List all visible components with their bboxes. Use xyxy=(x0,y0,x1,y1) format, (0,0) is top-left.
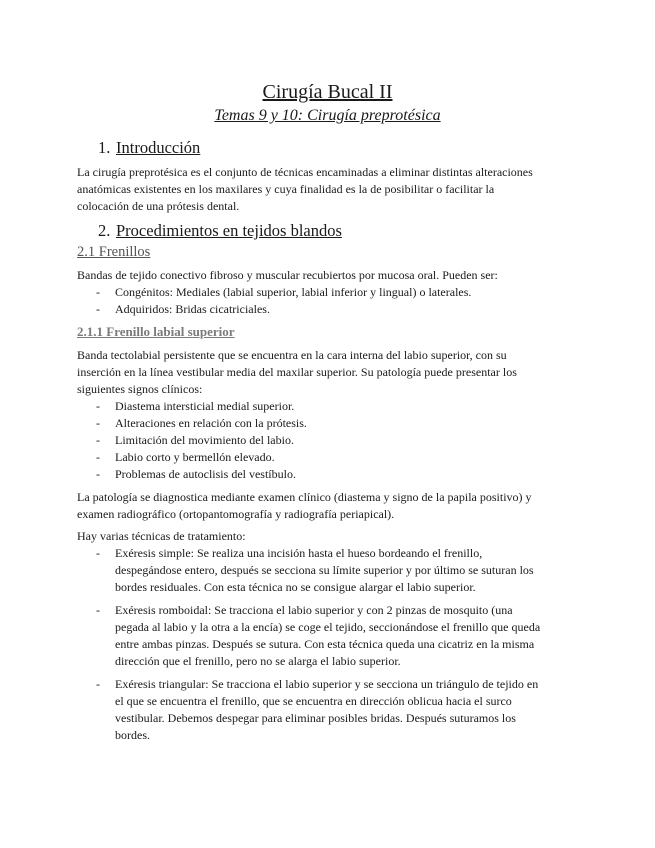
diagnosis-paragraph xyxy=(77,489,577,523)
list-item-line: despegándose entero, después se secciona su límite superior y por último se suturan los xyxy=(115,563,534,577)
list-item-line: bordes. xyxy=(115,728,150,742)
list-item-text: Diastema intersticial medial superior. xyxy=(115,399,295,413)
list-item-line: Exéresis simple: Se realiza una incisión hasta el hueso bordeando el frenillo, xyxy=(115,546,483,560)
subsection-frenillos-heading: 2.1 Frenillos xyxy=(77,244,151,260)
list-item-text: Problemas de autoclisis del vestíbulo. xyxy=(115,467,296,481)
list-item-line: Exéresis triangular: Se tracciona el labio superior y se secciona un triángulo de tejido en xyxy=(115,677,539,691)
paragraph-line: examen radiográfico (ortopantomografía y radiografía periapical). xyxy=(77,507,395,521)
list-item-line: vestibular. Debemos despegar para eliminar posibles bridas. Después suturamos los xyxy=(115,711,516,725)
list-item-line: entre ambas pinzas. Después se sutura. Con esta técnica queda una cicatriz en la misma xyxy=(115,637,535,651)
paragraph-line: Bandas de tejido conectivo fibroso y muscular recubiertos por mucosa oral. Pueden ser: xyxy=(77,268,498,282)
paragraph-line: colocación de una prótesis dental. xyxy=(77,199,240,213)
list-bullet: - xyxy=(96,433,100,447)
list-bullet: - xyxy=(96,677,100,691)
list-item-text xyxy=(115,545,534,596)
subsubsection-frenillo-labial-heading: 2.1.1 Frenillo labial superior xyxy=(77,324,235,339)
list-bullet: - xyxy=(96,302,100,316)
list-item-line: el que se encuentra el frenillo, que se encuentra en dirección oblicua hacia el surco xyxy=(115,694,512,708)
list-item-text xyxy=(115,676,538,744)
list-item-line: pegada al labio y la otra a la encía) se coge el tejido, seccionándose el frenillo que queda xyxy=(115,620,541,634)
list-bullet: - xyxy=(96,467,100,481)
list-bullet: - xyxy=(96,416,100,430)
techniques-intro xyxy=(77,528,577,545)
list-item-text: Limitación del movimiento del labio. xyxy=(115,433,294,447)
paragraph-line: inserción en la línea vestibular media del maxilar superior. Su patología puede presentar los xyxy=(77,365,517,379)
list-item-text xyxy=(115,602,540,670)
list-bullet: - xyxy=(96,546,100,560)
section-2-title: Procedimientos en tejidos blandos xyxy=(116,221,342,240)
section-2-number: 2. xyxy=(98,221,111,240)
intro-paragraph xyxy=(77,164,577,215)
paragraph-line: Banda tectolabial persistente que se encuentra en la cara interna del labio superior, con su xyxy=(77,348,507,362)
list-item-text: Alteraciones en relación con la prótesis. xyxy=(115,416,307,430)
list-item-line: Exéresis romboidal: Se tracciona el labio superior y con 2 pinzas de mosquito (una xyxy=(115,603,513,617)
list-item-text: Adquiridos: Bridas cicatriciales. xyxy=(115,302,270,316)
frenillos-intro xyxy=(77,267,577,284)
frenillo-description xyxy=(77,347,577,398)
paragraph-line: anatómicas existentes en los maxilares y cuya finalidad es la de posibilitar o facilitar la xyxy=(77,182,495,196)
document-title: Cirugía Bucal II xyxy=(262,81,393,103)
list-item-text: Congénitos: Mediales (labial superior, labial inferior y lingual) o laterales. xyxy=(115,285,472,299)
list-bullet: - xyxy=(96,399,100,413)
list-item-text: Labio corto y bermellón elevado. xyxy=(115,450,275,464)
section-1-number: 1. xyxy=(98,138,111,157)
document-subtitle: Temas 9 y 10: Cirugía preprotésica xyxy=(214,107,441,124)
list-bullet: - xyxy=(96,285,100,299)
list-bullet: - xyxy=(96,603,100,617)
paragraph-line: siguientes signos clínicos: xyxy=(77,382,203,396)
paragraph-line: Hay varias técnicas de tratamiento: xyxy=(77,529,246,543)
section-1-title: Introducción xyxy=(116,138,201,157)
paragraph-line: La cirugía preprotésica es el conjunto de técnicas encaminadas a eliminar distintas alteraciones xyxy=(77,165,533,179)
list-item-line: dirección que el frenillo, pero no se alarga el labio superior. xyxy=(115,654,401,668)
list-item-line: bordes residuales. Con esta técnica no se consigue alargar el labio superior. xyxy=(115,580,476,594)
list-bullet: - xyxy=(96,450,100,464)
paragraph-line: La patología se diagnostica mediante examen clínico (diastema y signo de la papila positivo) y xyxy=(77,490,532,504)
